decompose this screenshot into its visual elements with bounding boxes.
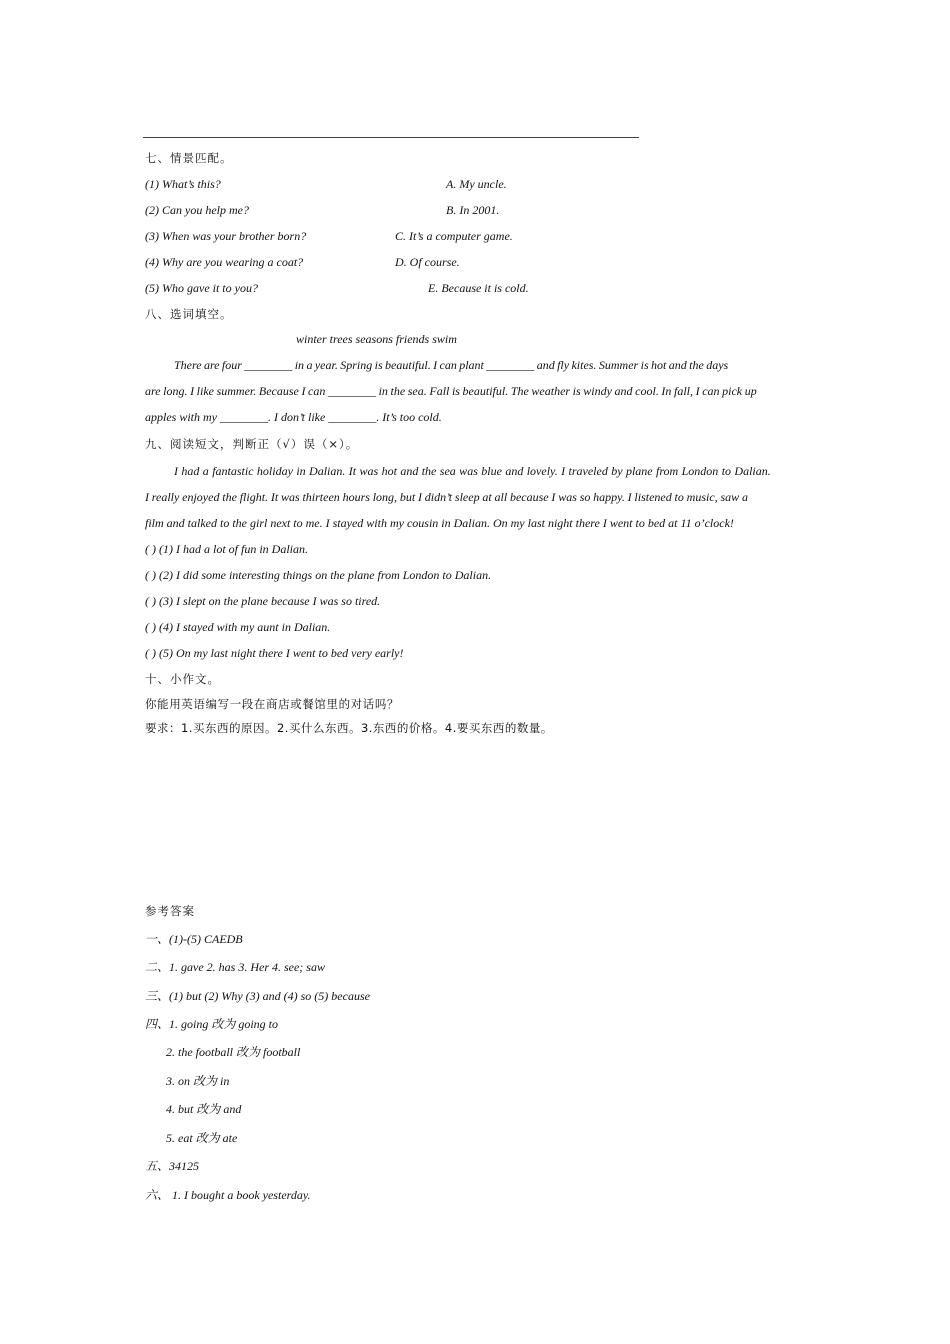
- reading-line: I had a fantastic holiday in Dalian. It was hot and the sea was blue and lovely. I traveled by plane from London to Dalian.: [174, 464, 771, 478]
- match-answer-b: B. In 2001.: [446, 203, 500, 217]
- answer-line-4b: 2. the football 改为 football: [166, 1045, 301, 1059]
- match-question-4: (4) Why are you wearing a coat?: [145, 255, 304, 269]
- answer-line-4c: 3. on 改为 in: [166, 1074, 230, 1088]
- passage-line: There are four ________ in a year. Spring is beautiful. I can plant ________ and fly kites. Summer is hot and the days: [174, 358, 729, 372]
- match-answer-a: A. My uncle.: [446, 177, 507, 191]
- match-answer-e: E. Because it is cold.: [428, 281, 529, 295]
- answer-line-1: 一、(1)-(5) CAEDB: [145, 932, 243, 946]
- answers-title: 参考答案: [145, 904, 195, 918]
- header-rule: [143, 137, 639, 138]
- word-bank: winter trees seasons friends swim: [296, 332, 457, 346]
- answer-line-4: 四、1. going 改为 going to: [145, 1017, 279, 1031]
- match-question-5: (5) Who gave it to you?: [145, 281, 258, 295]
- judge-item-1: ( ) (1) I had a lot of fun in Dalian.: [145, 542, 308, 556]
- passage-line: apples with my ________. I don’t like ________. It’s too cold.: [145, 410, 442, 424]
- section-9-title: 九、阅读短文，判断正（√）误（×）。: [145, 437, 359, 451]
- match-answer-c: C. It’s a computer game.: [395, 229, 513, 243]
- answer-line-2: 二、1. gave 2. has 3. Her 4. see; saw: [145, 960, 325, 974]
- reading-line: I really enjoyed the flight. It was thirteen hours long, but I didn’t sleep at all because I was so happy. I listened to music, saw a: [145, 490, 748, 504]
- composition-requirements: 要求：1.买东西的原因。2.买什么东西。3.东西的价格。4.要买东西的数量。: [145, 721, 553, 735]
- judge-item-5: ( ) (5) On my last night there I went to bed very early!: [145, 646, 404, 660]
- judge-item-2: ( ) (2) I did some interesting things on the plane from London to Dalian.: [145, 568, 492, 582]
- judge-item-3: ( ) (3) I slept on the plane because I was so tired.: [145, 594, 381, 608]
- section-8-title: 八、选词填空。: [145, 307, 233, 321]
- answer-line-4e: 5. eat 改为 ate: [166, 1131, 238, 1145]
- section-7-title: 七、情景匹配。: [145, 151, 233, 165]
- match-question-2: (2) Can you help me?: [145, 203, 249, 217]
- passage-line: are long. I like summer. Because I can ________ in the sea. Fall is beautiful. The weather is windy and cool. In fall, I can pick up: [145, 384, 757, 398]
- judge-item-4: ( ) (4) I stayed with my aunt in Dalian.: [145, 620, 331, 634]
- reading-line: film and talked to the girl next to me. I stayed with my cousin in Dalian. On my last night there I went to bed at 11 o’clock!: [145, 516, 734, 530]
- match-question-1: (1) What’s this?: [145, 177, 221, 191]
- match-answer-d: D. Of course.: [395, 255, 460, 269]
- match-question-3: (3) When was your brother born?: [145, 229, 307, 243]
- section-10-title: 十、小作文。: [145, 672, 220, 686]
- answer-line-3: 三、(1) but (2) Why (3) and (4) so (5) because: [145, 989, 370, 1003]
- answer-line-4d: 4. but 改为 and: [166, 1102, 242, 1116]
- answer-line-6: 六、 1. I bought a book yesterday.: [145, 1188, 311, 1202]
- answer-line-5: 五、34125: [145, 1159, 200, 1173]
- composition-prompt: 你能用英语编写一段在商店或餐馆里的对话吗？: [145, 697, 400, 711]
